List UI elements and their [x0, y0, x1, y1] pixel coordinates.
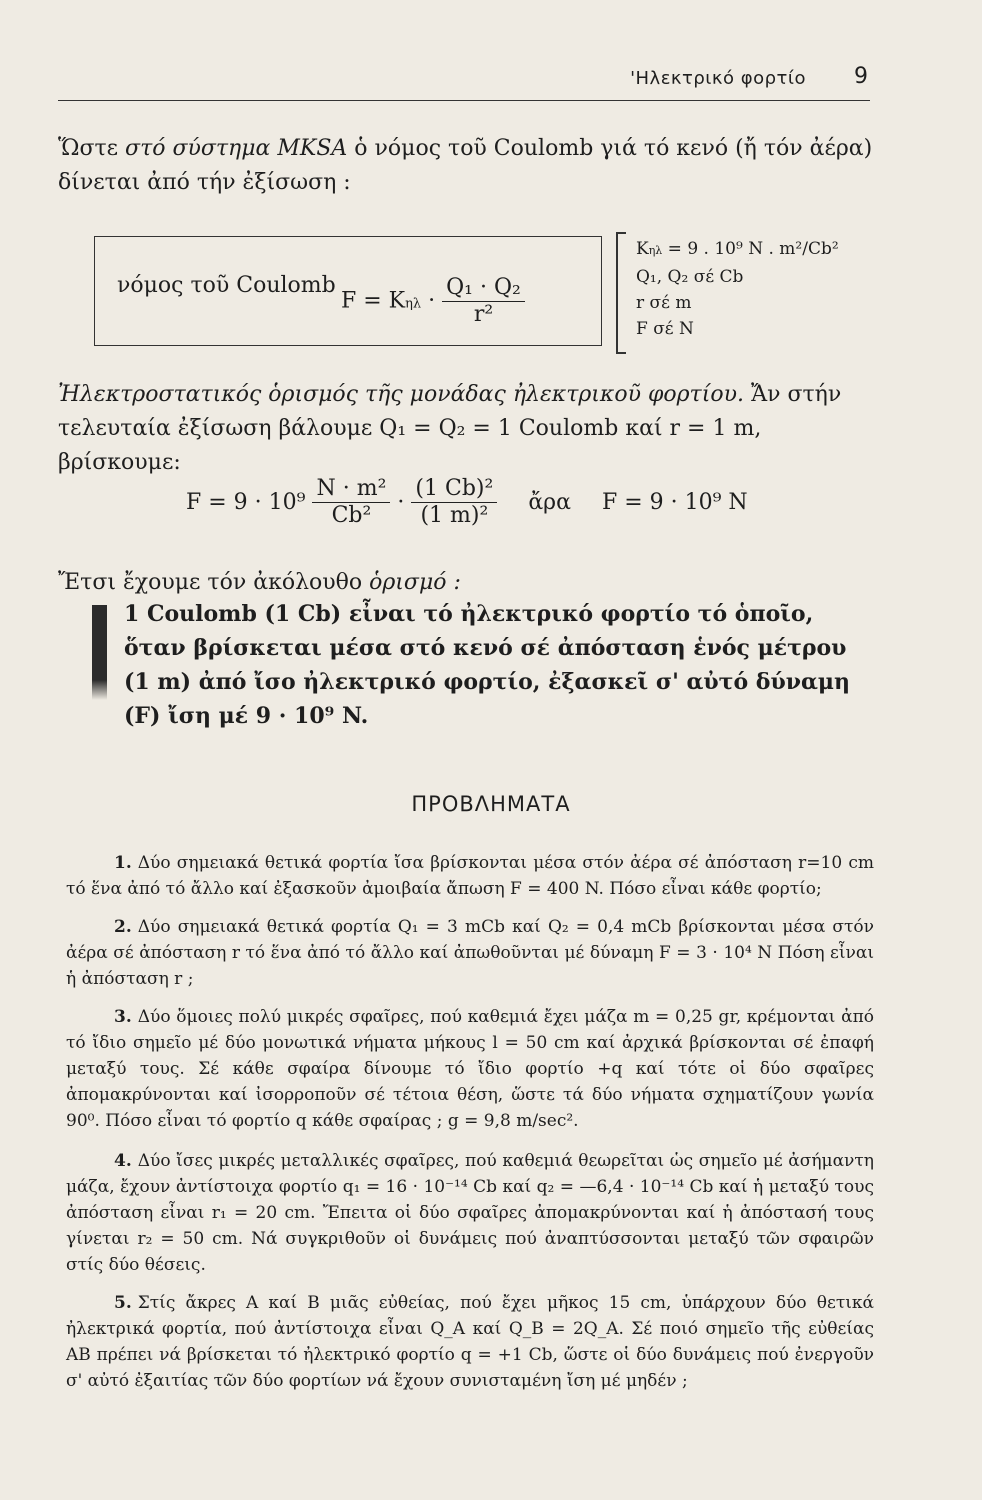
definition-marker-fade — [92, 680, 107, 700]
fraction-denominator: r² — [473, 302, 494, 327]
k-symbol: K — [636, 239, 649, 259]
problem-3 — [66, 1004, 874, 1134]
formula-left: F = 9 · 10⁹ — [186, 490, 306, 515]
intro-italic: στό σύστημα MKSA — [125, 136, 348, 161]
k-value: = 9 . 10⁹ N . m²/Cb² — [662, 239, 839, 259]
problem-number: 5. — [114, 1293, 132, 1313]
formula-lhs: F = K — [341, 288, 406, 314]
problem-text: Δύο ὅμοιες πολύ μικρές σφαῖρες, πού καθεμιά ἔχει μάζα m = 0,25 gr, κρέμονται ἀπό τό ἴδιο σημεῖο μέ δύο μονωτικά νήματα μήκους l = 50 cm καί ἀρχικά βρίσκονται σέ ἐπαφή μεταξύ τους. Σέ κάθε σφαίρα δίνουμε τό ἴδιο φορτίο +q καί τότε οἱ δύο σφαῖρες ἀπομακρύνονται καί ἰσορροποῦν σέ τέτοια θέση, ὥστε τά δύο νήματα σχηματίζουν γωνία 90⁰. Πόσο εἶναι τό φορτίο q κάθε σφαίρας ; g = 9,8 m/sec². — [66, 1007, 874, 1131]
problem-text: Δύο ἴσες μικρές μεταλλικές σφαῖρες, πού καθεμιά θεωρεῖται ὡς σημεῖο μέ ἀσήμαντη μάζα, ἔχουν ἀντίστοιχα φορτίο q₁ = 16 · 10⁻¹⁴ Cb καί q₂ = —6,4 · 10⁻¹⁴ Cb καί ἡ μεταξύ τους ἀπόσταση εἶναι r₁ = 20 cm. Ἔπειτα οἱ δύο σφαῖρες ἀπομακρύνονται καί ἡ ἀπόστασή τους γίνεται r₂ = 50 cm. Νά συγκριθοῦν οἱ δυνάμεις πού ἀναπτύσσονται μεταξύ τῶν σφαιρῶν στίς δύο θέσεις. — [66, 1151, 874, 1275]
coulomb-law-box — [94, 236, 602, 346]
problem-number: 2. — [114, 917, 132, 937]
units-conditions — [636, 236, 839, 342]
k-sub: ηλ — [648, 244, 663, 257]
coulomb-formula — [341, 275, 525, 328]
units-denominator: Cb² — [331, 503, 372, 528]
page-number: 9 — [854, 64, 868, 89]
coulomb-definition: 1 Coulomb (1 Cb) εἶναι τό ἠλεκτρικό φορτίο τό ὁποῖο, ὅταν βρίσκεται μέσα στό κενό σέ ἀπόσταση ἑνός μέτρου (1 m) ἀπό ἴσο ἠλεκτρικό φορτίο, ἐξασκεῖ σ' αὐτό δύναμη (F) ἴση μέ 9 · 10⁹ N. — [124, 601, 851, 729]
problem-2 — [66, 914, 874, 992]
unit-formula — [186, 476, 748, 529]
problem-number: 3. — [114, 1007, 132, 1027]
problem-text: Δύο σημειακά θετικά φορτία Q₁ = 3 mCb καί Q₂ = 0,4 mCb βρίσκονται μέσα στόν ἀέρα σέ ἀπόσταση r τό ἕνα ἀπό τό ἄλλο καί ἀπωθοῦνται μέ δύναμη F = 3 · 10⁴ N Πόση εἶναι ἡ ἀπόσταση r ; — [66, 917, 874, 989]
units-fraction — [312, 476, 390, 529]
problem-text: Δύο σημειακά θετικά φορτία ἴσα βρίσκονται μέσα στόν ἀέρα σέ ἀπόσταση r=10 cm τό ἕνα ἀπό τό ἄλλο καί ἐξασκοῦν ἀμοιβαία ἄπωση F = 400 N. Πόσο εἶναι κάθε φορτίο; — [66, 853, 874, 899]
formula-dot: · — [421, 288, 443, 314]
running-title: 'Ηλεκτρικό φορτίο — [630, 68, 806, 89]
definition-intro — [58, 378, 873, 480]
law-label: νόμος τοῦ Coulomb — [117, 273, 336, 298]
definition-heading: Ἠλεκτροστατικός ὁρισμός τῆς μονάδας ἠλεκτρικοῦ φορτίου. — [58, 382, 744, 407]
intro-paragraph — [58, 132, 873, 200]
formula-dot-2: · — [397, 490, 405, 515]
problem-4 — [66, 1148, 874, 1278]
condition-f: F σέ N — [636, 319, 694, 339]
values-numerator: (1 Cb)² — [411, 476, 497, 503]
formula-fraction — [442, 275, 525, 328]
fraction-numerator: Q₁ · Q₂ — [442, 275, 525, 302]
condition-r: r σέ m — [636, 293, 692, 313]
problem-number: 4. — [114, 1151, 132, 1171]
definition-intro-text: Ἄν στήν τελευταία ἐξίσωση βάλουμε Q₁ = Q₂ = 1 Coulomb καί r = 1 m, βρίσκουμε: — [58, 382, 842, 475]
k-subscript: ηλ — [405, 296, 422, 312]
condition-k — [636, 236, 839, 264]
formula-result: F = 9 · 10⁹ N — [601, 490, 748, 515]
condition-q: Q₁, Q₂ σέ Cb — [636, 267, 744, 287]
conditions-brace — [616, 232, 626, 354]
problem-5 — [66, 1290, 874, 1394]
formula-ara: ἄρα — [528, 490, 571, 515]
problem-number: 1. — [114, 853, 132, 873]
intro-text-1: Ὥστε — [58, 136, 126, 161]
units-numerator: N · m² — [312, 476, 390, 503]
problem-1 — [66, 850, 874, 902]
problem-text: Στίς ἄκρες Α καί Β μιᾶς εὐθείας, πού ἔχει μῆκος 15 cm, ὑπάρχουν δύο θετικά ἠλεκτρικά φορτία, πού ἀντίστοιχα εἶναι Q_A καί Q_B = 2Q_A. Σέ ποιό σημεῖο τῆς εὐθείας ΑΒ πρέπει νά βρίσκεται τό ἠλεκτρικό φορτίο q = +1 Cb, ὥστε οἱ δύο δυνάμεις πού ἐνεργοῦν σ' αὐτό ἐξαιτίας τῶν δύο φορτίων νά ἔχουν συνισταμένη ἴση μέ μηδέν ; — [66, 1293, 874, 1391]
values-denominator: (1 m)² — [420, 503, 489, 528]
problems-heading: ΠΡΟΒΛΗΜΑΤΑ — [411, 792, 571, 816]
page-header — [58, 62, 870, 101]
lead-italic: ὁρισμό : — [369, 570, 461, 595]
lead-text: Ἔτσι ἔχουμε τόν ἀκόλουθο — [58, 570, 370, 595]
definition-marker-bar — [92, 605, 107, 685]
values-fraction — [411, 476, 497, 529]
intro-text-2: ὁ νόμος τοῦ Coulomb γιά τό κενό (ἤ τόν ἀέρα) δίνεται ἀπό τήν ἐξίσωση : — [58, 136, 873, 195]
definition-lead — [58, 566, 873, 600]
